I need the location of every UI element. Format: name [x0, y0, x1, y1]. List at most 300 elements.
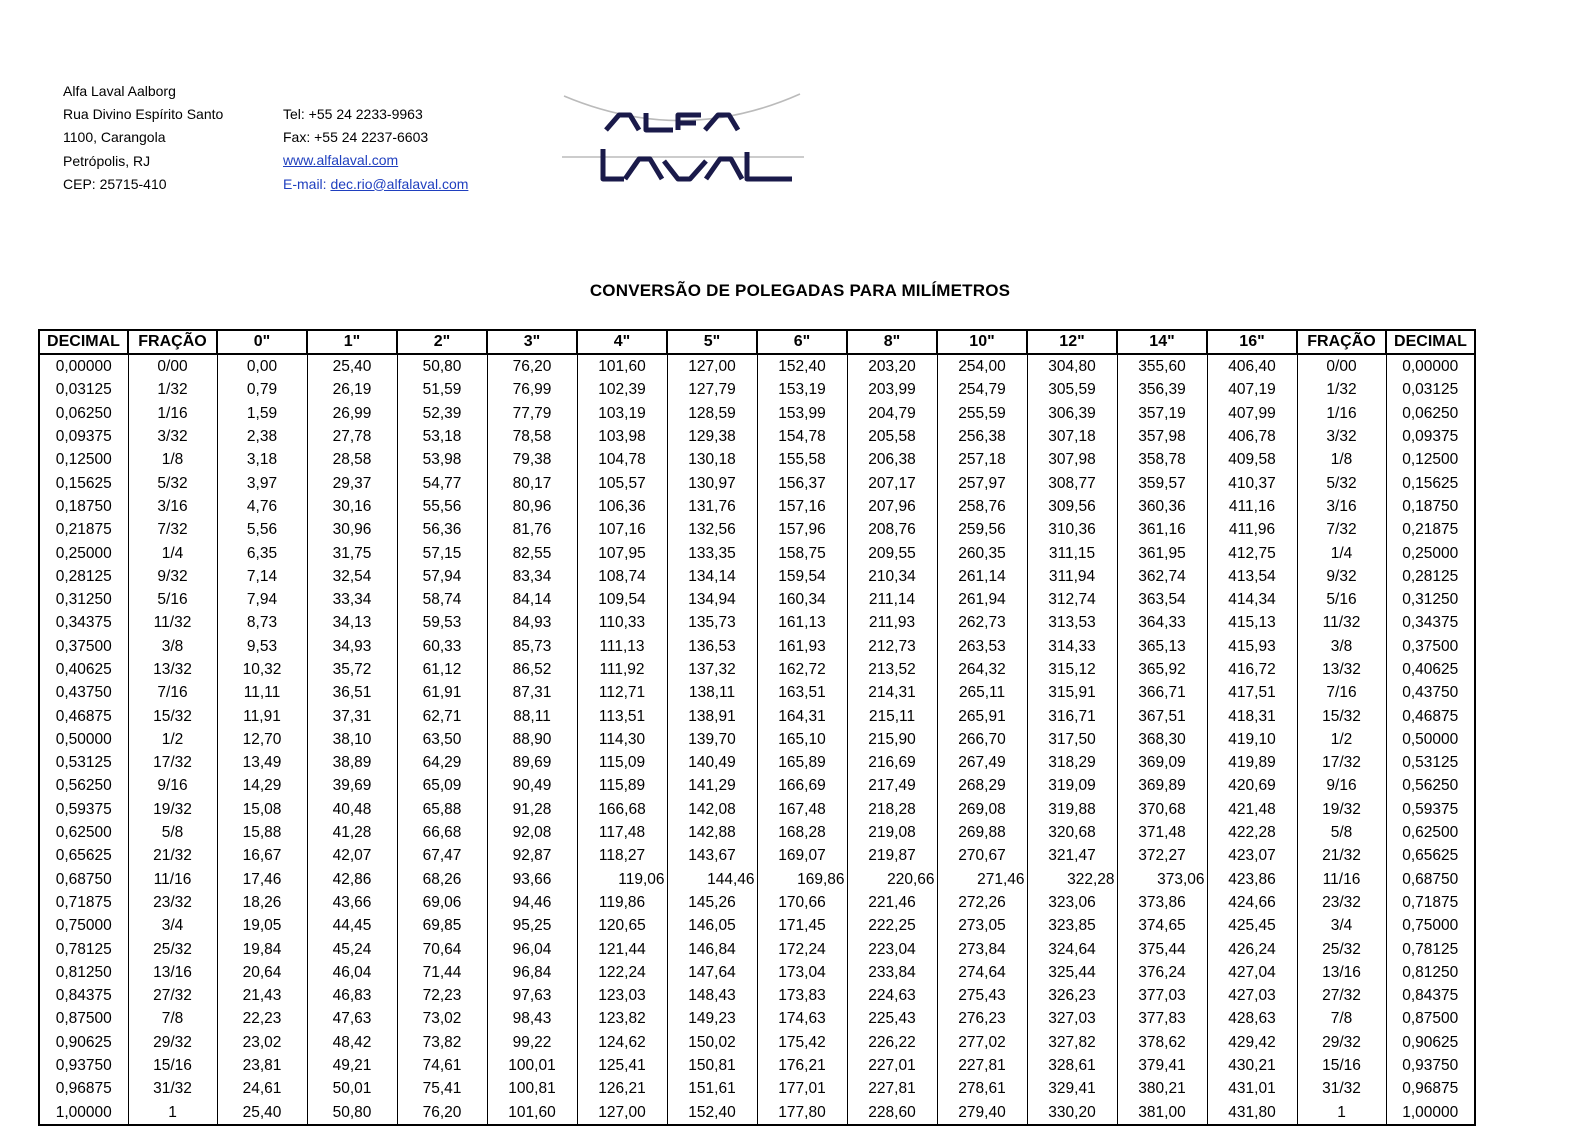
table-cell: 112,71 — [577, 681, 667, 704]
table-cell: 115,89 — [577, 774, 667, 797]
table-cell: 1/32 — [1297, 378, 1386, 401]
contact-info — [283, 103, 468, 196]
column-header: 4" — [577, 330, 667, 354]
table-cell: 226,22 — [847, 1031, 937, 1054]
table-cell: 267,49 — [937, 751, 1027, 774]
table-cell: 361,16 — [1117, 518, 1207, 541]
table-cell: 0,21875 — [1386, 518, 1475, 541]
table-cell: 0,84375 — [1386, 984, 1475, 1007]
table-cell: 407,99 — [1207, 402, 1297, 425]
table-cell: 130,18 — [667, 448, 757, 471]
table-cell: 1,00000 — [39, 1101, 128, 1125]
table-cell: 9,53 — [217, 635, 307, 658]
table-cell: 1 — [128, 1101, 217, 1125]
table-row — [39, 821, 1475, 844]
table-cell: 325,44 — [1027, 961, 1117, 984]
table-cell: 307,98 — [1027, 448, 1117, 471]
table-cell: 7/8 — [1297, 1007, 1386, 1030]
table-cell: 0,81250 — [1386, 961, 1475, 984]
table-cell: 96,84 — [487, 961, 577, 984]
table-cell: 134,14 — [667, 565, 757, 588]
table-row — [39, 704, 1475, 727]
table-cell: 261,14 — [937, 565, 1027, 588]
table-cell: 428,63 — [1207, 1007, 1297, 1030]
table-cell: 73,82 — [397, 1031, 487, 1054]
table-cell: 3/32 — [128, 425, 217, 448]
page-title: CONVERSÃO DE POLEGADAS PARA MILÍMETROS — [589, 281, 1011, 300]
table-cell: 104,78 — [577, 448, 667, 471]
table-cell: 126,21 — [577, 1077, 667, 1100]
table-cell: 312,74 — [1027, 588, 1117, 611]
table-cell: 209,55 — [847, 541, 937, 564]
table-cell: 377,03 — [1117, 984, 1207, 1007]
table-cell: 11,11 — [217, 681, 307, 704]
table-cell: 410,37 — [1207, 471, 1297, 494]
table-cell: 0,75000 — [1386, 914, 1475, 937]
table-cell: 424,66 — [1207, 891, 1297, 914]
table-cell: 304,80 — [1027, 354, 1117, 378]
table-cell: 174,63 — [757, 1007, 847, 1030]
column-header: 12" — [1027, 330, 1117, 354]
table-cell: 3/8 — [128, 635, 217, 658]
table-cell: 414,34 — [1207, 588, 1297, 611]
column-header: 2" — [397, 330, 487, 354]
table-cell: 146,05 — [667, 914, 757, 937]
table-cell: 0,59375 — [39, 798, 128, 821]
table-cell: 223,04 — [847, 937, 937, 960]
table-cell: 17,46 — [217, 868, 307, 891]
table-cell: 423,07 — [1207, 844, 1297, 867]
table-cell: 379,41 — [1117, 1054, 1207, 1077]
table-cell: 206,38 — [847, 448, 937, 471]
table-cell: 41,28 — [307, 821, 397, 844]
table-cell: 167,48 — [757, 798, 847, 821]
table-cell: 109,54 — [577, 588, 667, 611]
table-cell: 276,23 — [937, 1007, 1027, 1030]
table-cell: 309,56 — [1027, 495, 1117, 518]
table-cell: 419,89 — [1207, 751, 1297, 774]
table-cell: 1/32 — [128, 378, 217, 401]
table-cell: 224,63 — [847, 984, 937, 1007]
table-cell: 377,83 — [1117, 1007, 1207, 1030]
table-cell: 163,51 — [757, 681, 847, 704]
table-cell: 380,21 — [1117, 1077, 1207, 1100]
table-cell: 310,36 — [1027, 518, 1117, 541]
table-cell: 0/00 — [1297, 354, 1386, 378]
table-cell: 8,73 — [217, 611, 307, 634]
table-cell: 265,11 — [937, 681, 1027, 704]
table-cell: 227,81 — [847, 1077, 937, 1100]
table-cell: 407,19 — [1207, 378, 1297, 401]
table-cell: 0,90625 — [1386, 1031, 1475, 1054]
table-cell: 158,75 — [757, 541, 847, 564]
table-cell: 169,07 — [757, 844, 847, 867]
table-cell: 76,20 — [397, 1101, 487, 1125]
table-cell: 14,29 — [217, 774, 307, 797]
table-cell: 205,58 — [847, 425, 937, 448]
table-cell: 159,54 — [757, 565, 847, 588]
table-cell: 141,29 — [667, 774, 757, 797]
table-cell: 370,68 — [1117, 798, 1207, 821]
table-cell: 264,32 — [937, 658, 1027, 681]
table-cell: 212,73 — [847, 635, 937, 658]
table-cell: 415,93 — [1207, 635, 1297, 658]
table-cell: 0,62500 — [1386, 821, 1475, 844]
table-cell: 119,86 — [577, 891, 667, 914]
table-row — [39, 844, 1475, 867]
table-cell: 3,18 — [217, 448, 307, 471]
table-cell: 221,46 — [847, 891, 937, 914]
table-cell: 364,33 — [1117, 611, 1207, 634]
table-cell: 96,04 — [487, 937, 577, 960]
table-cell: 130,97 — [667, 471, 757, 494]
table-cell: 85,73 — [487, 635, 577, 658]
table-cell: 362,74 — [1117, 565, 1207, 588]
table-cell: 49,21 — [307, 1054, 397, 1077]
table-cell: 321,47 — [1027, 844, 1117, 867]
table-row — [39, 798, 1475, 821]
table-cell: 62,71 — [397, 704, 487, 727]
table-cell: 6,35 — [217, 541, 307, 564]
table-cell: 39,69 — [307, 774, 397, 797]
table-cell: 7/32 — [128, 518, 217, 541]
table-cell: 376,24 — [1117, 961, 1207, 984]
table-cell: 313,53 — [1027, 611, 1117, 634]
table-cell: 1/4 — [128, 541, 217, 564]
table-cell: 0,93750 — [1386, 1054, 1475, 1077]
table-cell: 5/8 — [128, 821, 217, 844]
table-cell: 359,57 — [1117, 471, 1207, 494]
table-row — [39, 961, 1475, 984]
table-cell: 372,27 — [1117, 844, 1207, 867]
table-cell: 429,42 — [1207, 1031, 1297, 1054]
table-cell: 257,97 — [937, 471, 1027, 494]
table-cell: 3,97 — [217, 471, 307, 494]
table-cell: 140,49 — [667, 751, 757, 774]
table-cell: 146,84 — [667, 937, 757, 960]
table-cell: 170,66 — [757, 891, 847, 914]
table-cell: 53,18 — [397, 425, 487, 448]
table-cell: 7,94 — [217, 588, 307, 611]
table-cell: 151,61 — [667, 1077, 757, 1100]
table-row — [39, 728, 1475, 751]
table-cell: 1,59 — [217, 402, 307, 425]
table-cell: 69,06 — [397, 891, 487, 914]
table-cell: 58,74 — [397, 588, 487, 611]
table-cell: 157,16 — [757, 495, 847, 518]
table-cell: 32,54 — [307, 565, 397, 588]
table-row — [39, 1101, 1475, 1125]
table-cell: 416,72 — [1207, 658, 1297, 681]
column-header: 3" — [487, 330, 577, 354]
table-cell: 34,93 — [307, 635, 397, 658]
table-cell: 52,39 — [397, 402, 487, 425]
table-cell: 204,79 — [847, 402, 937, 425]
table-cell: 101,60 — [577, 354, 667, 378]
table-cell: 0,03125 — [39, 378, 128, 401]
table-cell: 71,44 — [397, 961, 487, 984]
table-cell: 171,45 — [757, 914, 847, 937]
table-cell: 0,81250 — [39, 961, 128, 984]
table-cell: 0,71875 — [39, 891, 128, 914]
table-cell: 0/00 — [128, 354, 217, 378]
table-cell: 80,17 — [487, 471, 577, 494]
table-cell: 220,66 — [847, 868, 937, 891]
table-cell: 84,93 — [487, 611, 577, 634]
table-cell: 19/32 — [128, 798, 217, 821]
table-cell: 173,83 — [757, 984, 847, 1007]
table-cell: 79,38 — [487, 448, 577, 471]
table-cell: 0,00000 — [39, 354, 128, 378]
table-cell: 47,63 — [307, 1007, 397, 1030]
table-cell: 15,88 — [217, 821, 307, 844]
table-cell: 9/16 — [128, 774, 217, 797]
table-cell: 9/32 — [128, 565, 217, 588]
table-cell: 425,45 — [1207, 914, 1297, 937]
table-cell: 369,09 — [1117, 751, 1207, 774]
table-cell: 323,06 — [1027, 891, 1117, 914]
table-cell: 86,52 — [487, 658, 577, 681]
table-cell: 107,16 — [577, 518, 667, 541]
table-cell: 106,36 — [577, 495, 667, 518]
table-cell: 318,29 — [1027, 751, 1117, 774]
table-cell: 127,79 — [667, 378, 757, 401]
table-cell: 363,54 — [1117, 588, 1207, 611]
table-cell: 120,65 — [577, 914, 667, 937]
table-cell: 358,78 — [1117, 448, 1207, 471]
table-cell: 147,64 — [667, 961, 757, 984]
table-cell: 0,59375 — [1386, 798, 1475, 821]
table-cell: 138,91 — [667, 704, 757, 727]
table-row — [39, 751, 1475, 774]
table-cell: 0,65625 — [39, 844, 128, 867]
table-cell: 25/32 — [1297, 937, 1386, 960]
table-row — [39, 448, 1475, 471]
table-cell: 7/16 — [1297, 681, 1386, 704]
table-cell: 328,61 — [1027, 1054, 1117, 1077]
table-cell: 23/32 — [128, 891, 217, 914]
table-cell: 108,74 — [577, 565, 667, 588]
table-cell: 422,28 — [1207, 821, 1297, 844]
table-cell: 7/32 — [1297, 518, 1386, 541]
table-cell: 0,40625 — [1386, 658, 1475, 681]
table-cell: 4,76 — [217, 495, 307, 518]
table-cell: 1/4 — [1297, 541, 1386, 564]
table-cell: 0,25000 — [1386, 541, 1475, 564]
table-cell: 0,15625 — [39, 471, 128, 494]
table-cell: 65,09 — [397, 774, 487, 797]
conversion-table — [38, 329, 1476, 1126]
table-cell: 12,70 — [217, 728, 307, 751]
table-cell: 0,21875 — [39, 518, 128, 541]
table-cell: 426,24 — [1207, 937, 1297, 960]
table-row — [39, 378, 1475, 401]
table-cell: 111,13 — [577, 635, 667, 658]
table-cell: 111,92 — [577, 658, 667, 681]
table-cell: 23,81 — [217, 1054, 307, 1077]
table-cell: 406,40 — [1207, 354, 1297, 378]
table-row — [39, 611, 1475, 634]
table-cell: 415,13 — [1207, 611, 1297, 634]
address-line: Alfa Laval Aalborg — [63, 83, 176, 99]
table-cell: 15/16 — [1297, 1054, 1386, 1077]
table-cell: 1/8 — [128, 448, 217, 471]
table-cell: 13/32 — [128, 658, 217, 681]
email-link[interactable]: dec.rio@alfalaval.com — [330, 175, 469, 192]
table-cell: 103,19 — [577, 402, 667, 425]
table-row — [39, 541, 1475, 564]
table-cell: 411,96 — [1207, 518, 1297, 541]
column-header: DECIMAL — [39, 330, 128, 354]
table-cell: 82,55 — [487, 541, 577, 564]
table-cell: 68,26 — [397, 868, 487, 891]
table-cell: 91,28 — [487, 798, 577, 821]
table-cell: 307,18 — [1027, 425, 1117, 448]
table-cell: 0,68750 — [39, 868, 128, 891]
table-cell: 54,77 — [397, 471, 487, 494]
table-cell: 357,98 — [1117, 425, 1207, 448]
table-cell: 421,48 — [1207, 798, 1297, 821]
table-cell: 269,88 — [937, 821, 1027, 844]
table-cell: 36,51 — [307, 681, 397, 704]
table-cell: 431,80 — [1207, 1101, 1297, 1125]
table-cell: 327,03 — [1027, 1007, 1117, 1030]
table-cell: 127,00 — [577, 1101, 667, 1125]
table-cell: 0,50000 — [1386, 728, 1475, 751]
table-row — [39, 588, 1475, 611]
table-cell: 29,37 — [307, 471, 397, 494]
table-row — [39, 402, 1475, 425]
table-cell: 0,31250 — [39, 588, 128, 611]
table-cell: 7,14 — [217, 565, 307, 588]
table-cell: 0,50000 — [39, 728, 128, 751]
table-cell: 160,34 — [757, 588, 847, 611]
table-cell: 0,00 — [217, 354, 307, 378]
table-cell: 11/32 — [1297, 611, 1386, 634]
table-row — [39, 658, 1475, 681]
table-cell: 101,60 — [487, 1101, 577, 1125]
table-cell: 87,31 — [487, 681, 577, 704]
table-cell: 161,93 — [757, 635, 847, 658]
table-cell: 43,66 — [307, 891, 397, 914]
table-cell: 316,71 — [1027, 704, 1117, 727]
table-cell: 254,79 — [937, 378, 1027, 401]
table-cell: 0,00000 — [1386, 354, 1475, 378]
table-cell: 13,49 — [217, 751, 307, 774]
table-cell: 139,70 — [667, 728, 757, 751]
table-cell: 225,43 — [847, 1007, 937, 1030]
table-cell: 215,11 — [847, 704, 937, 727]
table-cell: 15/16 — [128, 1054, 217, 1077]
table-cell: 162,72 — [757, 658, 847, 681]
table-cell: 15/32 — [1297, 704, 1386, 727]
table-cell: 136,53 — [667, 635, 757, 658]
table-cell: 1/16 — [1297, 402, 1386, 425]
table-cell: 365,92 — [1117, 658, 1207, 681]
table-cell: 0,78125 — [1386, 937, 1475, 960]
table-cell: 22,23 — [217, 1007, 307, 1030]
table-cell: 3/32 — [1297, 425, 1386, 448]
table-cell: 427,03 — [1207, 984, 1297, 1007]
table-row — [39, 681, 1475, 704]
table-cell: 381,00 — [1117, 1101, 1207, 1125]
table-cell: 60,33 — [397, 635, 487, 658]
table-cell: 374,65 — [1117, 914, 1207, 937]
table-cell: 277,02 — [937, 1031, 1027, 1054]
table-cell: 38,89 — [307, 751, 397, 774]
table-cell: 0,43750 — [39, 681, 128, 704]
table-cell: 19,84 — [217, 937, 307, 960]
table-cell: 127,00 — [667, 354, 757, 378]
table-cell: 165,89 — [757, 751, 847, 774]
table-cell: 3/16 — [128, 495, 217, 518]
table-cell: 155,58 — [757, 448, 847, 471]
table-cell: 119,06 — [577, 868, 667, 891]
table-cell: 42,07 — [307, 844, 397, 867]
website-link[interactable]: www.alfalaval.com — [283, 152, 399, 169]
table-cell: 0,03125 — [1386, 378, 1475, 401]
table-cell: 268,29 — [937, 774, 1027, 797]
table-cell: 72,23 — [397, 984, 487, 1007]
table-cell: 314,33 — [1027, 635, 1117, 658]
table-cell: 9/16 — [1297, 774, 1386, 797]
table-cell: 100,81 — [487, 1077, 577, 1100]
table-cell: 50,01 — [307, 1077, 397, 1100]
table-cell: 95,25 — [487, 914, 577, 937]
table-cell: 211,93 — [847, 611, 937, 634]
table-row — [39, 565, 1475, 588]
table-cell: 3/4 — [1297, 914, 1386, 937]
table-cell: 258,76 — [937, 495, 1027, 518]
table-cell: 356,39 — [1117, 378, 1207, 401]
table-cell: 269,08 — [937, 798, 1027, 821]
table-cell: 355,60 — [1117, 354, 1207, 378]
table-cell: 203,99 — [847, 378, 937, 401]
address-line: CEP: 25715-410 — [63, 175, 167, 192]
table-cell: 211,14 — [847, 588, 937, 611]
table-cell: 128,59 — [667, 402, 757, 425]
table-cell: 373,86 — [1117, 891, 1207, 914]
table-cell: 0,43750 — [1386, 681, 1475, 704]
table-cell: 257,18 — [937, 448, 1027, 471]
table-cell: 15/32 — [128, 704, 217, 727]
table-cell: 134,94 — [667, 588, 757, 611]
table-cell: 165,10 — [757, 728, 847, 751]
table-cell: 84,14 — [487, 588, 577, 611]
table-cell: 1/16 — [128, 402, 217, 425]
table-cell: 61,91 — [397, 681, 487, 704]
table-cell: 207,17 — [847, 471, 937, 494]
table-row — [39, 937, 1475, 960]
table-cell: 173,04 — [757, 961, 847, 984]
table-cell: 0,28125 — [39, 565, 128, 588]
table-cell: 0,96875 — [39, 1077, 128, 1100]
table-cell: 150,81 — [667, 1054, 757, 1077]
table-cell: 25,40 — [307, 354, 397, 378]
table-cell: 154,78 — [757, 425, 847, 448]
table-row — [39, 471, 1475, 494]
table-cell: 203,20 — [847, 354, 937, 378]
table-cell: 131,76 — [667, 495, 757, 518]
table-cell: 270,67 — [937, 844, 1027, 867]
table-cell: 89,69 — [487, 751, 577, 774]
table-cell: 135,73 — [667, 611, 757, 634]
table-cell: 107,95 — [577, 541, 667, 564]
table-cell: 150,02 — [667, 1031, 757, 1054]
table-cell: 319,88 — [1027, 798, 1117, 821]
table-row — [39, 891, 1475, 914]
column-header: DECIMAL — [1386, 330, 1475, 354]
